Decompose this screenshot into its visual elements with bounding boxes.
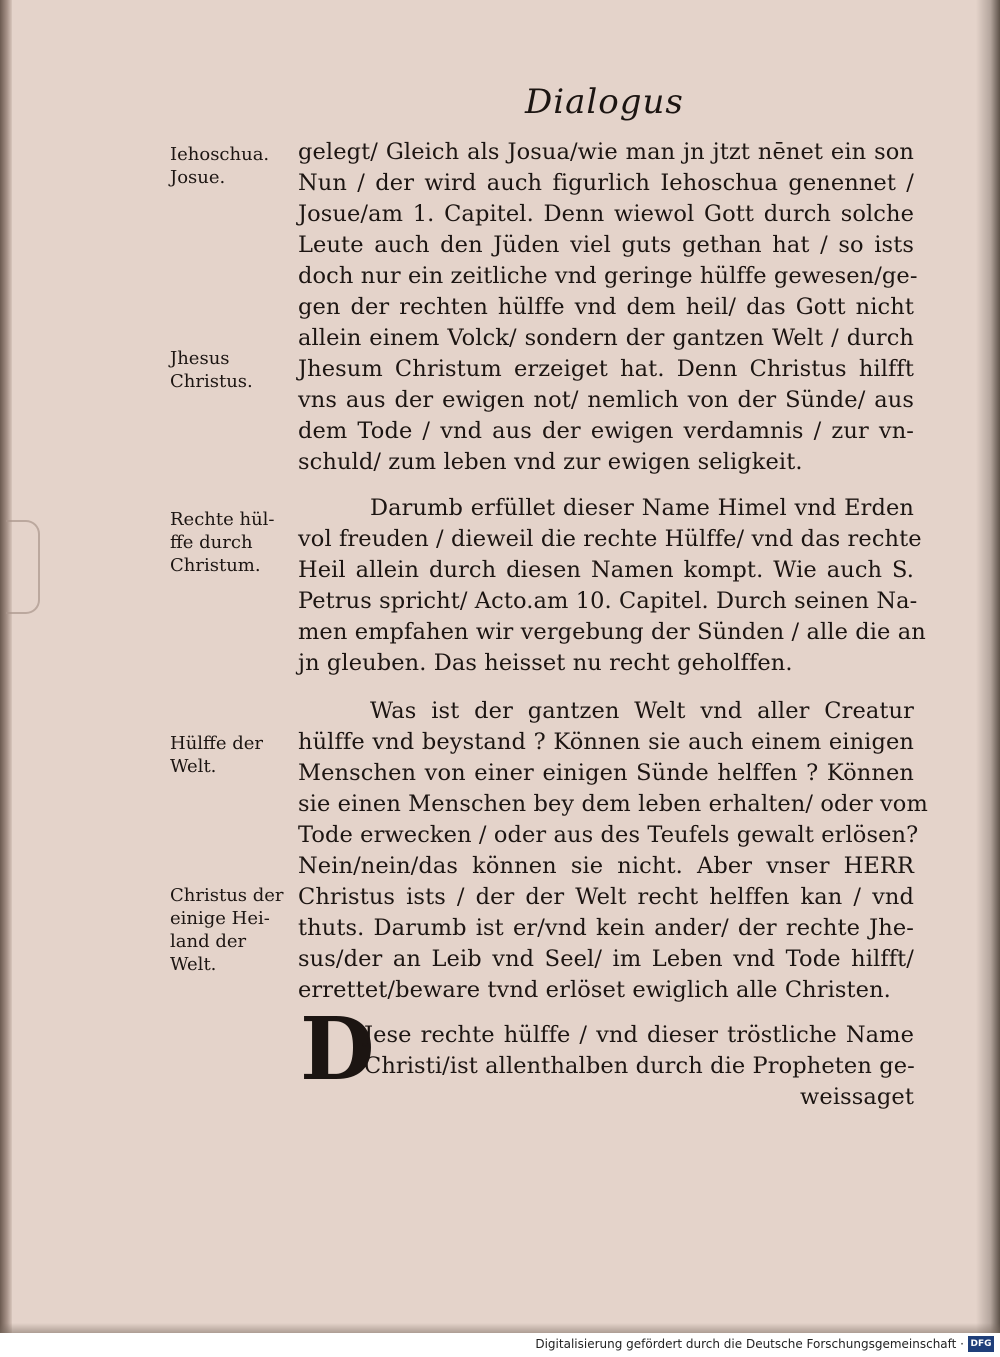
margin-note-line: Christum. xyxy=(170,555,261,576)
body-line: thuts. Darumb ist er/vnd kein ander/ der rechte Jhe- xyxy=(298,915,914,941)
margin-note-line: Welt. xyxy=(170,954,217,975)
footer-bar xyxy=(0,1333,1000,1357)
body-line: Darumb erfüllet dieser Name Himel vnd Erden xyxy=(370,495,914,521)
body-line: Jese rechte hülffe / vnd dieser tröstliche Name xyxy=(364,1022,914,1048)
margin-note-line: ffe durch xyxy=(170,532,253,553)
body-line: vol freuden / dieweil die rechte Hülffe/ vnd das rechte xyxy=(298,526,922,552)
margin-note-line: Rechte hül- xyxy=(170,509,275,530)
body-line: allein einem Volck/ sondern der gantzen Welt / durch xyxy=(298,325,914,351)
margin-note-rechte-huelffe xyxy=(170,508,298,577)
body-line: Christus ists / der der Welt recht helffen kan / vnd xyxy=(298,884,914,910)
body-line: gelegt/ Gleich als Josua/wie man jn jtzt nēnet ein son xyxy=(298,139,914,165)
body-line: sus/der an Leib vnd Seel/ im Leben vnd Tode hilfft/ xyxy=(298,946,914,972)
catchword: weissaget xyxy=(800,1084,914,1110)
body-line: Was ist der gantzen Welt vnd aller Creatur xyxy=(370,698,914,724)
body-line: schuld/ zum leben vnd zur ewigen seligkeit. xyxy=(298,449,803,475)
margin-note-line: Jhesus xyxy=(170,348,230,369)
margin-note-line: Christus. xyxy=(170,371,253,392)
page-edge-shadow xyxy=(976,0,1000,1333)
clip-mark xyxy=(6,520,40,614)
drop-cap: D xyxy=(300,999,375,1100)
margin-note-line: Welt. xyxy=(170,756,217,777)
body-line: vns aus der ewigen not/ nemlich von der Sünde/ aus xyxy=(298,387,914,413)
running-head: Dialogus xyxy=(525,82,684,122)
margin-note-line: Iehoschua. xyxy=(170,144,270,165)
funding-notice: Digitalisierung gefördert durch die Deutsche Forschungsgemeinschaft · xyxy=(535,1337,964,1351)
body-line: Nein/nein/das können sie nicht. Aber vnser HERR xyxy=(298,853,914,879)
body-line: hülffe vnd beystand ? Können sie auch einem einigen xyxy=(298,729,914,755)
margin-note-line: Hülffe der xyxy=(170,733,263,754)
body-line: Christi/ist allenthalben durch die Propheten ge- xyxy=(364,1053,915,1079)
page-bottom-edge xyxy=(0,1323,1000,1333)
margin-note-line: einige Hei- xyxy=(170,908,270,929)
body-line: men empfahen wir vergebung der Sünden / alle die an xyxy=(298,619,926,645)
binding-edge xyxy=(0,0,12,1333)
body-line: errettet/beware tvnd erlöset ewiglich alle Christen. xyxy=(298,977,891,1003)
body-line: gen der rechten hülffe vnd dem heil/ das Gott nicht xyxy=(298,294,914,320)
body-line: Petrus spricht/ Acto.am 10. Capitel. Durch seinen Na- xyxy=(298,588,918,614)
dfg-logo: DFG xyxy=(968,1336,994,1352)
body-line: Nun / der wird auch figurlich Iehoschua genennet / xyxy=(298,170,914,196)
margin-note-line: Josue. xyxy=(170,167,226,188)
margin-note-jhesus xyxy=(170,347,298,393)
body-line: Tode erwecken / oder aus des Teufels gewalt erlösen? xyxy=(298,822,919,848)
body-line: doch nur ein zeitliche vnd geringe hülffe gewesen/ge- xyxy=(298,263,918,289)
margin-note-iehoschua xyxy=(170,143,298,189)
body-line: dem Tode / vnd aus der ewigen verdamnis / zur vn- xyxy=(298,418,914,444)
body-line: Leute auch den Jüden viel guts gethan hat / so ists xyxy=(298,232,914,258)
body-line: jn gleuben. Das heisset nu recht geholffen. xyxy=(298,650,793,676)
margin-note-line: land der xyxy=(170,931,247,952)
body-line: sie einen Menschen bey dem leben erhalten/ oder vom xyxy=(298,791,928,817)
body-line: Menschen von einer einigen Sünde helffen ? Können xyxy=(298,760,914,786)
body-line: Heil allein durch diesen Namen kompt. Wie auch S. xyxy=(298,557,914,583)
margin-note-christus-heiland xyxy=(170,884,298,976)
body-line: Josue/am 1. Capitel. Denn wiewol Gott durch solche xyxy=(298,201,914,227)
margin-note-huelffe-der-welt xyxy=(170,732,298,778)
margin-note-line: Christus der xyxy=(170,885,284,906)
body-line: Jhesum Christum erzeiget hat. Denn Christus hilfft xyxy=(298,356,914,382)
